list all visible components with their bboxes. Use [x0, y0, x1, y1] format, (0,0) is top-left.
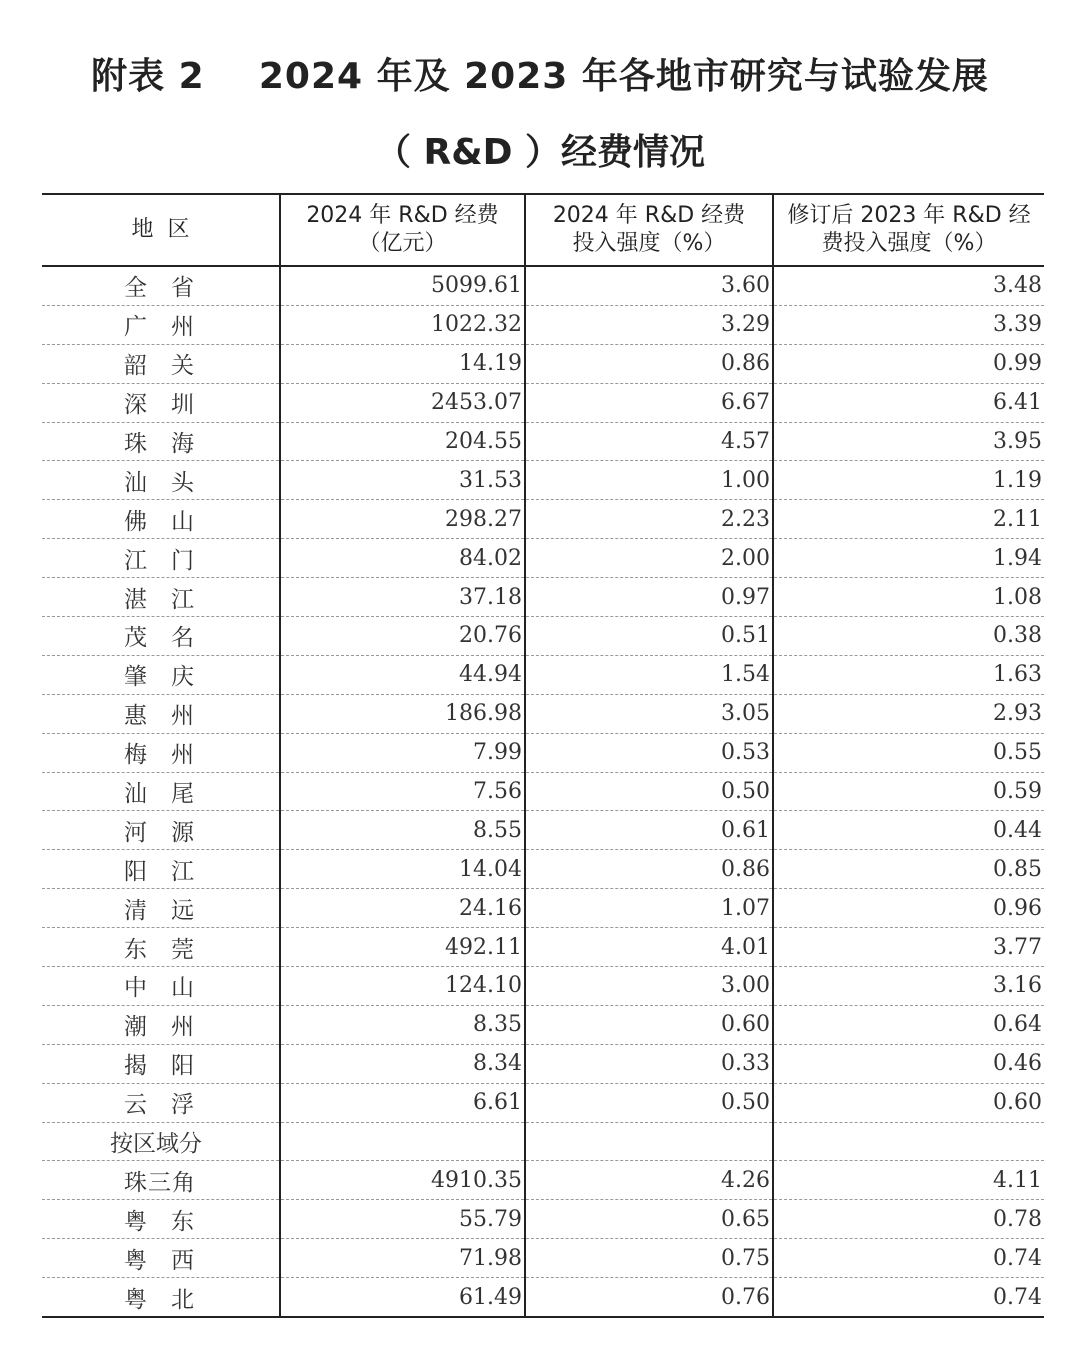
table-row — [42, 772, 1044, 811]
rd-intensity-2024-cell: 1.00 — [525, 461, 773, 500]
table-row — [42, 1239, 1044, 1278]
table-row — [42, 1278, 1044, 1317]
rd-expenditure-cell: 7.99 — [280, 733, 525, 772]
rd-intensity-2024-cell: 3.00 — [525, 967, 773, 1006]
region-cell: 深圳 — [42, 383, 280, 422]
region-cell: 东莞 — [42, 928, 280, 967]
table-row — [42, 1200, 1044, 1239]
table-row — [42, 305, 1044, 344]
rd-expenditure-cell: 37.18 — [280, 578, 525, 617]
region-cell: 惠州 — [42, 694, 280, 733]
region-cell: 佛山 — [42, 500, 280, 539]
region-cell: 肇庆 — [42, 655, 280, 694]
table-header — [42, 194, 1044, 266]
rd-intensity-2024-cell: 4.26 — [525, 1161, 773, 1200]
rd-expenditure-cell: 2453.07 — [280, 383, 525, 422]
region-cell: 云浮 — [42, 1083, 280, 1122]
region-cell: 梅州 — [42, 733, 280, 772]
rd-intensity-2024-cell: 3.60 — [525, 266, 773, 305]
rd-expenditure-cell: 31.53 — [280, 461, 525, 500]
rd-intensity-2024-cell: 0.65 — [525, 1200, 773, 1239]
region-cell: 清远 — [42, 889, 280, 928]
region-cell: 按区域分 — [42, 1122, 280, 1161]
rd-intensity-2024-cell: 0.53 — [525, 733, 773, 772]
rd-expenditure-cell: 14.19 — [280, 344, 525, 383]
region-cell: 粤东 — [42, 1200, 280, 1239]
rd-intensity-2023-cell: 0.78 — [773, 1200, 1044, 1239]
table-row — [42, 850, 1044, 889]
rd-intensity-2023-cell: 3.39 — [773, 305, 1044, 344]
table-row — [42, 967, 1044, 1006]
rd-intensity-2023-cell: 0.64 — [773, 1005, 1044, 1044]
rd-intensity-2024-cell: 0.33 — [525, 1044, 773, 1083]
rd-intensity-2023-cell: 3.48 — [773, 266, 1044, 305]
table-row — [42, 1122, 1044, 1161]
rd-intensity-2024-cell: 0.51 — [525, 617, 773, 656]
rd-intensity-2024-cell: 1.54 — [525, 655, 773, 694]
table-row — [42, 1005, 1044, 1044]
rd-intensity-2023-cell: 3.95 — [773, 422, 1044, 461]
region-cell: 阳江 — [42, 850, 280, 889]
rd-expenditure-cell: 8.34 — [280, 1044, 525, 1083]
table-row — [42, 1161, 1044, 1200]
rd-intensity-2024-cell: 0.61 — [525, 811, 773, 850]
table-row — [42, 733, 1044, 772]
rd-intensity-2024-cell — [525, 1122, 773, 1161]
rd-intensity-2023-cell: 0.38 — [773, 617, 1044, 656]
header-rd-intensity-2023-revised: 修订后 2023 年 R&D 经 费投入强度（%） — [773, 194, 1044, 266]
table-title: 附表 2 2024 年及 2023 年各地市研究与试验发展 — [91, 56, 989, 97]
rd-intensity-2023-cell: 0.96 — [773, 889, 1044, 928]
table-row — [42, 461, 1044, 500]
rd-intensity-2023-cell: 6.41 — [773, 383, 1044, 422]
rd-intensity-2023-cell: 4.11 — [773, 1161, 1044, 1200]
rd-intensity-2023-cell: 0.74 — [773, 1278, 1044, 1317]
rd-intensity-2023-cell: 0.85 — [773, 850, 1044, 889]
rd-expenditure-cell: 14.04 — [280, 850, 525, 889]
rd-expenditure-cell: 5099.61 — [280, 266, 525, 305]
table-row — [42, 383, 1044, 422]
rd-expenditure-cell: 8.35 — [280, 1005, 525, 1044]
region-cell: 广州 — [42, 305, 280, 344]
table-row — [42, 1083, 1044, 1122]
header-row — [42, 194, 1044, 266]
rd-expenditure-cell: 124.10 — [280, 967, 525, 1006]
rd-expenditure-cell: 71.98 — [280, 1239, 525, 1278]
region-cell: 粤西 — [42, 1239, 280, 1278]
rd-expenditure-cell: 7.56 — [280, 772, 525, 811]
rd-intensity-2023-cell: 1.08 — [773, 578, 1044, 617]
rd-intensity-2024-cell: 4.01 — [525, 928, 773, 967]
rd-expenditure-cell: 298.27 — [280, 500, 525, 539]
table-row — [42, 344, 1044, 383]
rd-intensity-2024-cell: 4.57 — [525, 422, 773, 461]
rd-expenditure-cell: 204.55 — [280, 422, 525, 461]
region-cell: 珠三角 — [42, 1161, 280, 1200]
rd-intensity-2023-cell: 1.94 — [773, 539, 1044, 578]
table-body — [42, 266, 1044, 1317]
rd-expenditure-cell: 8.55 — [280, 811, 525, 850]
rd-expenditure-cell: 84.02 — [280, 539, 525, 578]
region-cell: 汕尾 — [42, 772, 280, 811]
rd-intensity-2023-cell — [773, 1122, 1044, 1161]
rd-intensity-2024-cell: 1.07 — [525, 889, 773, 928]
rd-intensity-2023-cell: 3.16 — [773, 967, 1044, 1006]
rd-intensity-2024-cell: 0.97 — [525, 578, 773, 617]
rd-intensity-2024-cell: 2.23 — [525, 500, 773, 539]
rd-intensity-2023-cell: 0.59 — [773, 772, 1044, 811]
region-cell: 汕头 — [42, 461, 280, 500]
rd-expenditure-cell: 492.11 — [280, 928, 525, 967]
table-subtitle: （ R&D ）经费情况 — [374, 132, 706, 173]
rd-intensity-2023-cell: 0.99 — [773, 344, 1044, 383]
rd-intensity-2023-cell: 1.19 — [773, 461, 1044, 500]
rd-expenditure-cell: 186.98 — [280, 694, 525, 733]
rd-intensity-2023-cell: 2.11 — [773, 500, 1044, 539]
table-row — [42, 578, 1044, 617]
rd-intensity-2024-cell: 0.50 — [525, 772, 773, 811]
table-row — [42, 539, 1044, 578]
rd-intensity-2024-cell: 0.86 — [525, 344, 773, 383]
rd-expenditure-cell: 44.94 — [280, 655, 525, 694]
header-rd-intensity-2024: 2024 年 R&D 经费 投入强度（%） — [525, 194, 773, 266]
region-cell: 江门 — [42, 539, 280, 578]
region-cell: 全省 — [42, 266, 280, 305]
rd-intensity-2023-cell: 2.93 — [773, 694, 1044, 733]
rd-expenditure-table — [42, 193, 1044, 1318]
rd-intensity-2023-cell: 0.74 — [773, 1239, 1044, 1278]
rd-expenditure-cell: 6.61 — [280, 1083, 525, 1122]
table-row — [42, 928, 1044, 967]
region-cell: 韶关 — [42, 344, 280, 383]
table-row — [42, 655, 1044, 694]
region-cell: 湛江 — [42, 578, 280, 617]
rd-intensity-2024-cell: 6.67 — [525, 383, 773, 422]
region-cell: 河源 — [42, 811, 280, 850]
region-cell: 潮州 — [42, 1005, 280, 1044]
header-region: 地 区 — [42, 194, 280, 266]
table-row — [42, 889, 1044, 928]
rd-intensity-2023-cell: 0.60 — [773, 1083, 1044, 1122]
table-row — [42, 500, 1044, 539]
rd-intensity-2024-cell: 0.50 — [525, 1083, 773, 1122]
table-row — [42, 694, 1044, 733]
table-row — [42, 266, 1044, 305]
table-row — [42, 422, 1044, 461]
region-cell: 揭阳 — [42, 1044, 280, 1083]
rd-expenditure-cell: 1022.32 — [280, 305, 525, 344]
rd-intensity-2023-cell: 0.55 — [773, 733, 1044, 772]
rd-expenditure-cell: 24.16 — [280, 889, 525, 928]
region-cell: 中山 — [42, 967, 280, 1006]
rd-intensity-2024-cell: 3.05 — [525, 694, 773, 733]
rd-intensity-2024-cell: 0.75 — [525, 1239, 773, 1278]
region-cell: 茂名 — [42, 617, 280, 656]
rd-intensity-2024-cell: 2.00 — [525, 539, 773, 578]
table-row — [42, 1044, 1044, 1083]
rd-intensity-2024-cell: 0.86 — [525, 850, 773, 889]
rd-expenditure-cell: 20.76 — [280, 617, 525, 656]
rd-intensity-2023-cell: 3.77 — [773, 928, 1044, 967]
rd-intensity-2023-cell: 0.44 — [773, 811, 1044, 850]
rd-intensity-2024-cell: 0.60 — [525, 1005, 773, 1044]
header-rd-expenditure-2024: 2024 年 R&D 经费 （亿元） — [280, 194, 525, 266]
table-row — [42, 617, 1044, 656]
rd-intensity-2024-cell: 0.76 — [525, 1278, 773, 1317]
rd-intensity-2024-cell: 3.29 — [525, 305, 773, 344]
rd-intensity-2023-cell: 0.46 — [773, 1044, 1044, 1083]
rd-intensity-2023-cell: 1.63 — [773, 655, 1044, 694]
region-cell: 珠海 — [42, 422, 280, 461]
region-cell: 粤北 — [124, 1286, 218, 1313]
table-row — [42, 811, 1044, 850]
rd-expenditure-cell — [280, 1122, 525, 1161]
rd-expenditure-cell: 55.79 — [280, 1200, 525, 1239]
rd-expenditure-cell: 61.49 — [280, 1278, 525, 1317]
rd-expenditure-cell: 4910.35 — [280, 1161, 525, 1200]
